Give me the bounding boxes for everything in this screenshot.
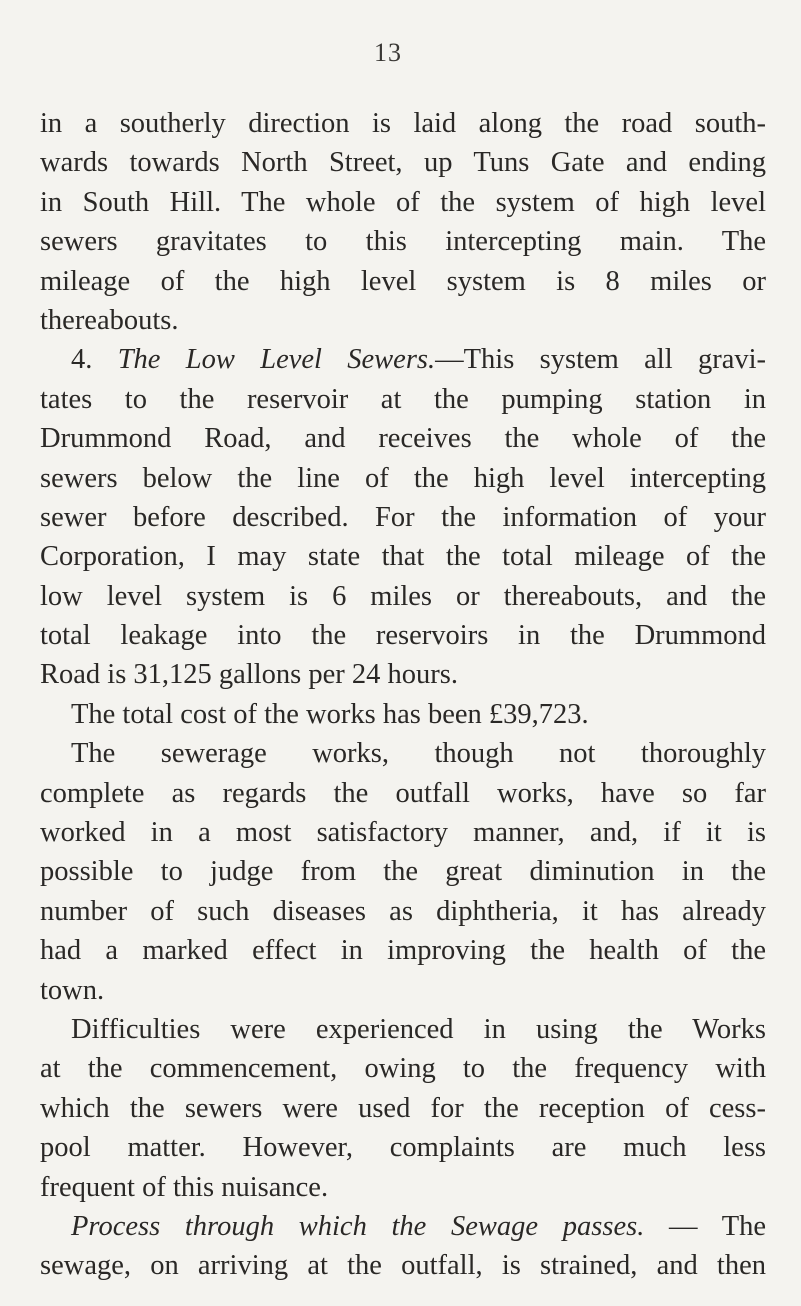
text-line: Drummond Road, and receives the whole of the — [40, 423, 766, 455]
section-text: —This system all gravi- — [435, 344, 766, 376]
text-line: frequent of this nuisance. — [40, 1171, 329, 1203]
text-line: in South Hill. The whole of the system of high level — [40, 186, 766, 218]
text-line: The sewerage works, though not thoroughly — [71, 738, 766, 770]
text-line: sewers gravitates to this intercepting main. The — [40, 226, 766, 258]
text-line: low level system is 6 miles or thereabouts, and the — [40, 580, 766, 612]
text-line: Road is 31,125 gallons per 24 hours. — [40, 659, 458, 691]
text-line: complete as regards the outfall works, have so far — [40, 777, 766, 809]
text-line: thereabouts. — [40, 304, 179, 336]
text-line: worked in a most satisfactory manner, and, if it is — [40, 817, 766, 849]
text-line — [40, 1207, 766, 1246]
text-line: which the sewers were used for the reception of cess- — [40, 1092, 766, 1124]
text-line: pool matter. However, complaints are much less — [40, 1132, 766, 1164]
text-line: number of such diseases as diphtheria, it has already — [40, 895, 766, 927]
text-line: wards towards North Street, up Tuns Gate and ending — [40, 147, 766, 179]
section-heading: The Low Level Sewers. — [117, 344, 436, 376]
text-line: sewage, on arriving at the outfall, is strained, and then — [40, 1250, 766, 1282]
text-line: mileage of the high level system is 8 miles or — [40, 265, 766, 297]
text-line: had a marked effect in improving the health of the — [40, 935, 766, 967]
text-line: at the commencement, owing to the frequency with — [40, 1053, 766, 1085]
text-line: Corporation, I may state that the total mileage of the — [40, 541, 766, 573]
text-line: in a southerly direction is laid along the road south- — [40, 108, 766, 139]
section-text: — The — [644, 1210, 766, 1242]
body-text — [40, 104, 766, 1286]
text-line: Difficulties were experienced in using the Works — [71, 1013, 766, 1045]
text-line: sewers below the line of the high level intercepting — [40, 462, 766, 494]
text-line: sewer before described. For the information of your — [40, 501, 766, 533]
text-line — [40, 340, 766, 379]
text-line: tates to the reservoir at the pumping station in — [40, 383, 766, 415]
text-line: The total cost of the works has been £39,723. — [71, 698, 589, 730]
text-line: possible to judge from the great diminution in the — [40, 856, 766, 888]
section-heading: Process through which the Sewage passes. — [71, 1210, 645, 1242]
text-line: total leakage into the reservoirs in the Drummond — [40, 620, 766, 652]
text-line: town. — [40, 974, 105, 1006]
section-number: 4. — [71, 344, 93, 376]
page-number: 13 — [374, 38, 402, 67]
